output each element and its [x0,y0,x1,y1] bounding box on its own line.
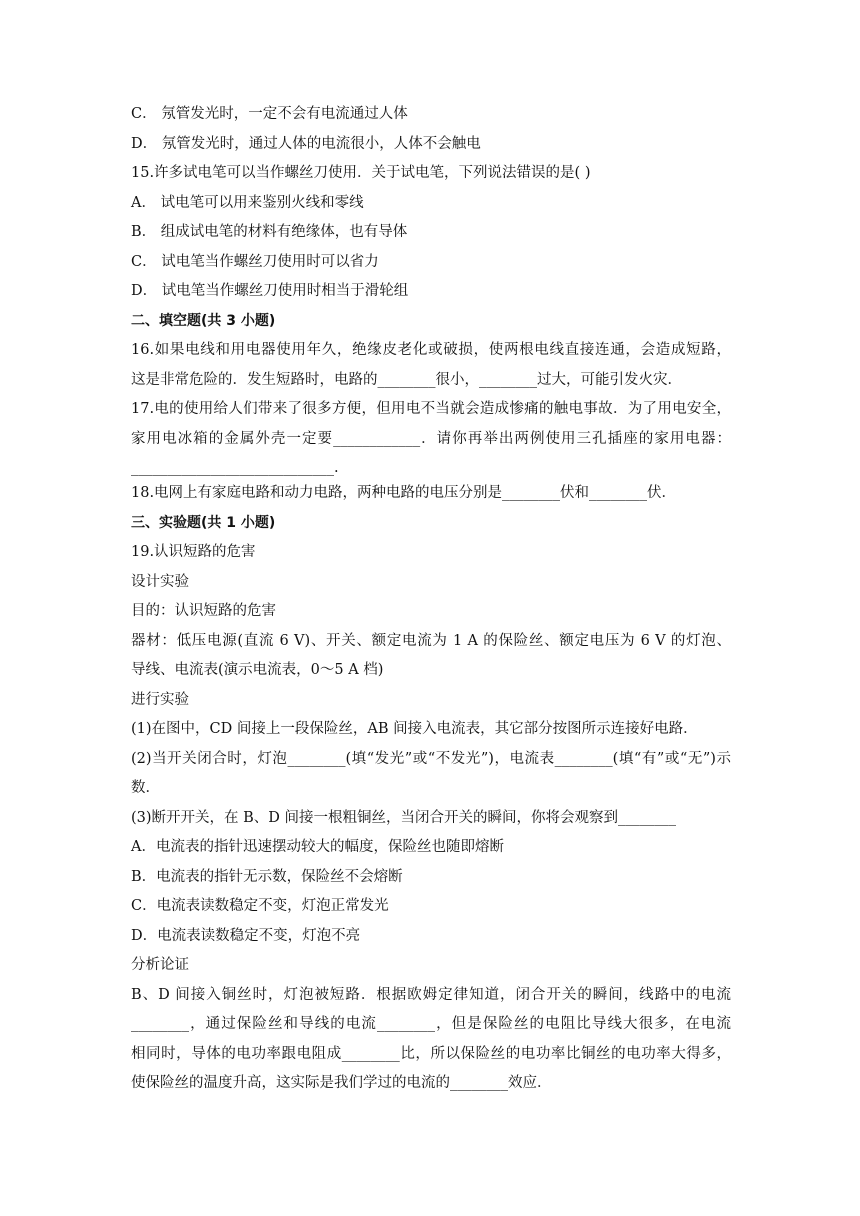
design-experiment-heading: 设计实验 [131,574,189,590]
question-16-line2: 这是非常危险的．发生短路时，电路的________很小，________过大，可能引发火灾． [131,372,682,388]
conduct-experiment-heading: 进行实验 [131,692,189,708]
equipment-line1: 器材：低压电源(直流 6 V)、开关、额定电流为 1 A 的保险丝、额定电压为 6 V 的灯泡、 [131,633,731,649]
analysis-line1: B、D 间接入铜丝时，灯泡被短路．根据欧姆定律知道，闭合开关的瞬间，线路中的电流 [131,987,731,1003]
q15-option-a: A． 试电笔可以用来鉴别火线和零线 [131,195,364,211]
step-1: (1)在图中，CD 间接上一段保险丝，AB 间接入电流表，其它部分按图所示连接好电路． [131,721,698,737]
analysis-line3: 相同时，导体的电功率跟电阻成________比，所以保险丝的电功率比铜丝的电功率大得多， [131,1046,731,1062]
section-fill-blank-heading: 二、填空题(共 3 小题) [131,313,276,329]
section-experiment-heading: 三、实验题(共 1 小题) [131,515,276,531]
step-2-line1: (2)当开关闭合时，灯泡________(填“发光”或“不发光”)，电流表________(填“有”或“无”)示 [131,751,731,767]
analysis-line4: 使保险丝的温度升高，这实际是我们学过的电流的________效应． [131,1075,552,1091]
question-16-line1: 16.如果电线和用电器使用年久，绝缘皮老化或破损，使两根电线直接连通，会造成短路， [131,342,731,358]
step-3: (3)断开开关，在 B、D 间接一根粗铜丝，当闭合开关的瞬间，你将会观察到________ [131,810,677,826]
step-2-line2: 数． [131,780,160,796]
question-18: 18.电网上有家庭电路和动力电路，两种电路的电压分别是________伏和________伏． [131,485,677,501]
step-3-option-c: C．电流表读数稳定不变，灯泡正常发光 [131,898,389,914]
step-3-option-a: A．电流表的指针迅速摆动较大的幅度，保险丝也随即熔断 [131,839,504,855]
step-3-option-d: D．电流表读数稳定不变，灯泡不亮 [131,928,361,944]
step-3-option-b: B．电流表的指针无示数，保险丝不会熔断 [131,869,403,885]
option-d-line: D． 氖管发光时，通过人体的电流很小，人体不会触电 [131,136,481,152]
question-15: 15.许多试电笔可以当作螺丝刀使用．关于试电笔，下列说法错误的是( ) [131,165,591,181]
question-17-line2: 家用电冰箱的金属外壳一定要____________．请你再举出两例使用三孔插座的家用电器： [131,431,731,447]
equipment-line2: 导线、电流表(演示电流表，0～5 A 档) [131,662,384,678]
q15-option-b: B． 组成试电笔的材料有绝缘体，也有导体 [131,224,408,240]
purpose-line: 目的：认识短路的危害 [131,603,276,619]
question-17-line3: ____________________________. [131,460,339,476]
analysis-line2: ________，通过保险丝和导线的电流________，但是保险丝的电阻比导线大很多，在电流 [131,1016,731,1032]
q15-option-c: C． 试电笔当作螺丝刀使用时可以省力 [131,254,379,270]
option-c-line: C． 氖管发光时，一定不会有电流通过人体 [131,106,408,122]
question-19-title: 19.认识短路的危害 [131,544,256,560]
question-17-line1: 17.电的使用给人们带来了很多方便，但用电不当就会造成惨痛的触电事故．为了用电安全， [131,401,731,417]
analysis-heading: 分析论证 [131,957,189,973]
q15-option-d: D． 试电笔当作螺丝刀使用时相当于滑轮组 [131,283,409,299]
